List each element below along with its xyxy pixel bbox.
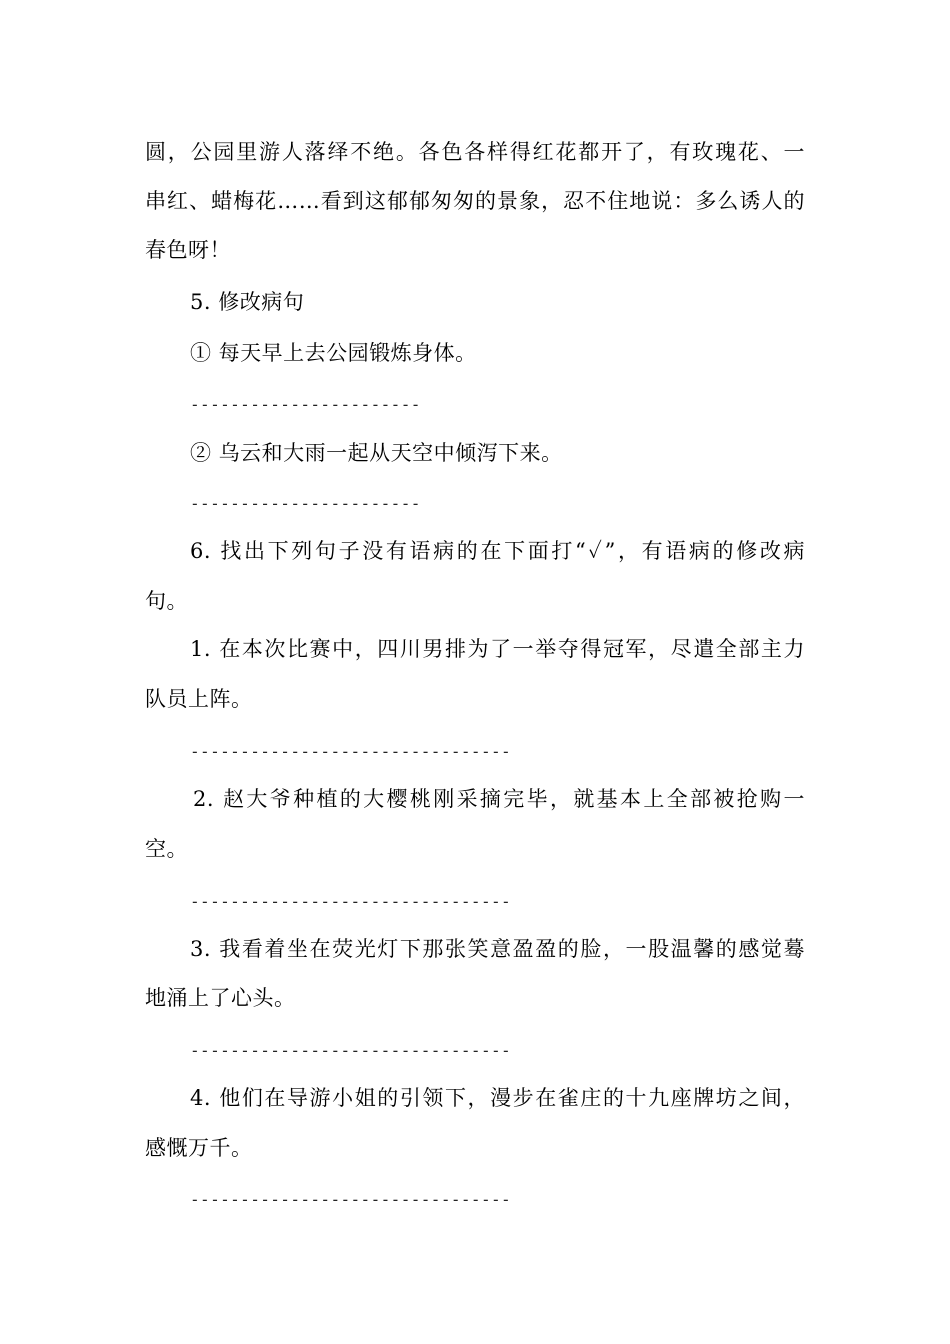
q5-answer-line-2[interactable]: ----------------------- xyxy=(190,494,421,513)
intro-line-3: 春色呀！ xyxy=(145,238,231,262)
q6-item-2-line-1: 2. 赵大爷种植的大樱桃刚采摘完毕，就基本上全部被抢购一 xyxy=(193,787,805,811)
q6-item-3-answer-line[interactable]: -------------------------------- xyxy=(190,1041,512,1060)
q6-item-4-line-2: 感慨万千。 xyxy=(145,1136,253,1160)
q6-item-4-line-1: 4. 他们在导游小姐的引领下，漫步在雀庄的十九座牌坊之间， xyxy=(190,1086,805,1110)
q6-item-4-answer-line[interactable]: -------------------------------- xyxy=(190,1190,512,1209)
q6-item-1-line-1: 1. 在本次比赛中，四川男排为了一举夺得冠军，尽遣全部主力 xyxy=(190,637,805,661)
q6-heading-line-2: 句。 xyxy=(145,589,188,613)
q5-item-2: ② 乌云和大雨一起从天空中倾泻下来。 xyxy=(190,441,563,465)
q5-item-1: ① 每天早上去公园锻炼身体。 xyxy=(190,341,477,365)
q6-item-1-answer-line[interactable]: -------------------------------- xyxy=(190,742,512,761)
q6-item-1-line-2: 队员上阵。 xyxy=(145,687,253,711)
q5-answer-line-1[interactable]: ----------------------- xyxy=(190,395,421,414)
q6-item-2-answer-line[interactable]: -------------------------------- xyxy=(190,892,512,911)
intro-line-1: 圆，公园里游人落绎不绝。各色各样得红花都开了，有玫瑰花、一 xyxy=(145,140,805,164)
q6-heading-line-1: 6. 找出下列句子没有语病的在下面打“✓”，有语病的修改病 xyxy=(190,539,805,563)
intro-line-2: 串红、蜡梅花……看到这郁郁匆匆的景象，忍不住地说：多么诱人的 xyxy=(145,189,805,213)
q6-item-3-line-2: 地涌上了心头。 xyxy=(145,986,296,1010)
q6-item-2-line-2: 空。 xyxy=(145,837,188,861)
q6-item-3-line-1: 3. 我看着坐在荧光灯下那张笑意盈盈的脸，一股温馨的感觉蓦 xyxy=(190,937,805,961)
q5-heading: 5. 修改病句 xyxy=(190,290,305,314)
